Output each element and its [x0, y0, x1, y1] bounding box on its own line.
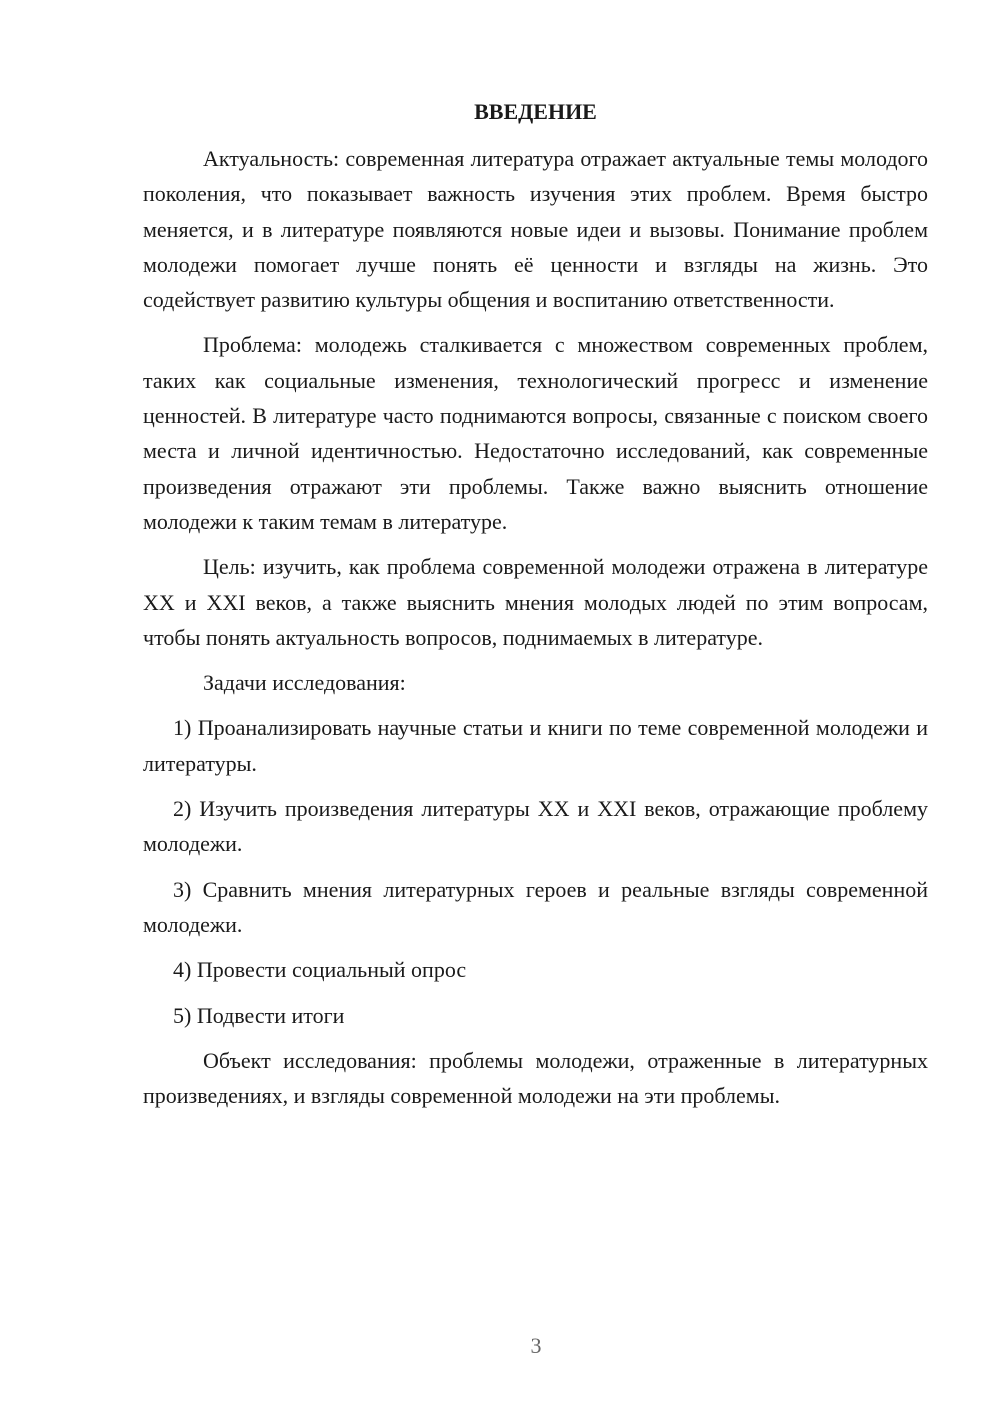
task-item-4: 4) Провести социальный опрос [173, 957, 467, 983]
object-paragraph: Объект исследования: проблемы молодежи, отраженные в литературных произведениях, и взгляды современной молодежи на эти проблемы. [143, 1047, 928, 1109]
page-number: 3 [530, 1333, 542, 1358]
problem-paragraph: Проблема: молодежь сталкивается с множеством современных проблем, таких как социальные изменения, технологический прогресс и изменение ценностей. В литературе часто поднимаются вопросы, связанные с поиском своего места и личной идентичностью. Недостаточно исследований, как современные произведения отражают эти проблемы. Также важно выяснить отношение молодежи к таким темам в литературе. [143, 332, 928, 534]
task-item-2: 2) Изучить произведения литературы XX и XXI веков, отражающие проблему молодежи. [143, 796, 928, 857]
task-item-5: 5) Подвести итоги [173, 1002, 345, 1028]
task-item-1: 1) Проанализировать научные статьи и книги по теме современной молодежи и литературы. [143, 715, 928, 776]
page-content [143, 94, 928, 1123]
goal-paragraph: Цель: изучить, как проблема современной молодежи отражена в литературе XX и XXI веков, а также выяснить мнения молодых людей по этим вопросам, чтобы понять актуальность вопросов, поднимаемых в литературе. [143, 554, 928, 650]
relevance-paragraph: Актуальность: современная литература отражает актуальные темы молодого поколения, что показывает важность изучения этих проблем. Время быстро меняется, и в литературе появляются новые идеи и вызовы. Понимание проблем молодежи помогает лучше понять её ценности и взгляды на жизнь. Это содействует развитию культуры общения и воспитанию ответственности. [143, 146, 928, 313]
tasks-heading: Задачи исследования: [203, 670, 406, 696]
section-title: ВВЕДЕНИЕ [474, 99, 597, 124]
task-item-3: 3) Сравнить мнения литературных героев и реальные взгляды современной молодежи. [143, 876, 928, 937]
